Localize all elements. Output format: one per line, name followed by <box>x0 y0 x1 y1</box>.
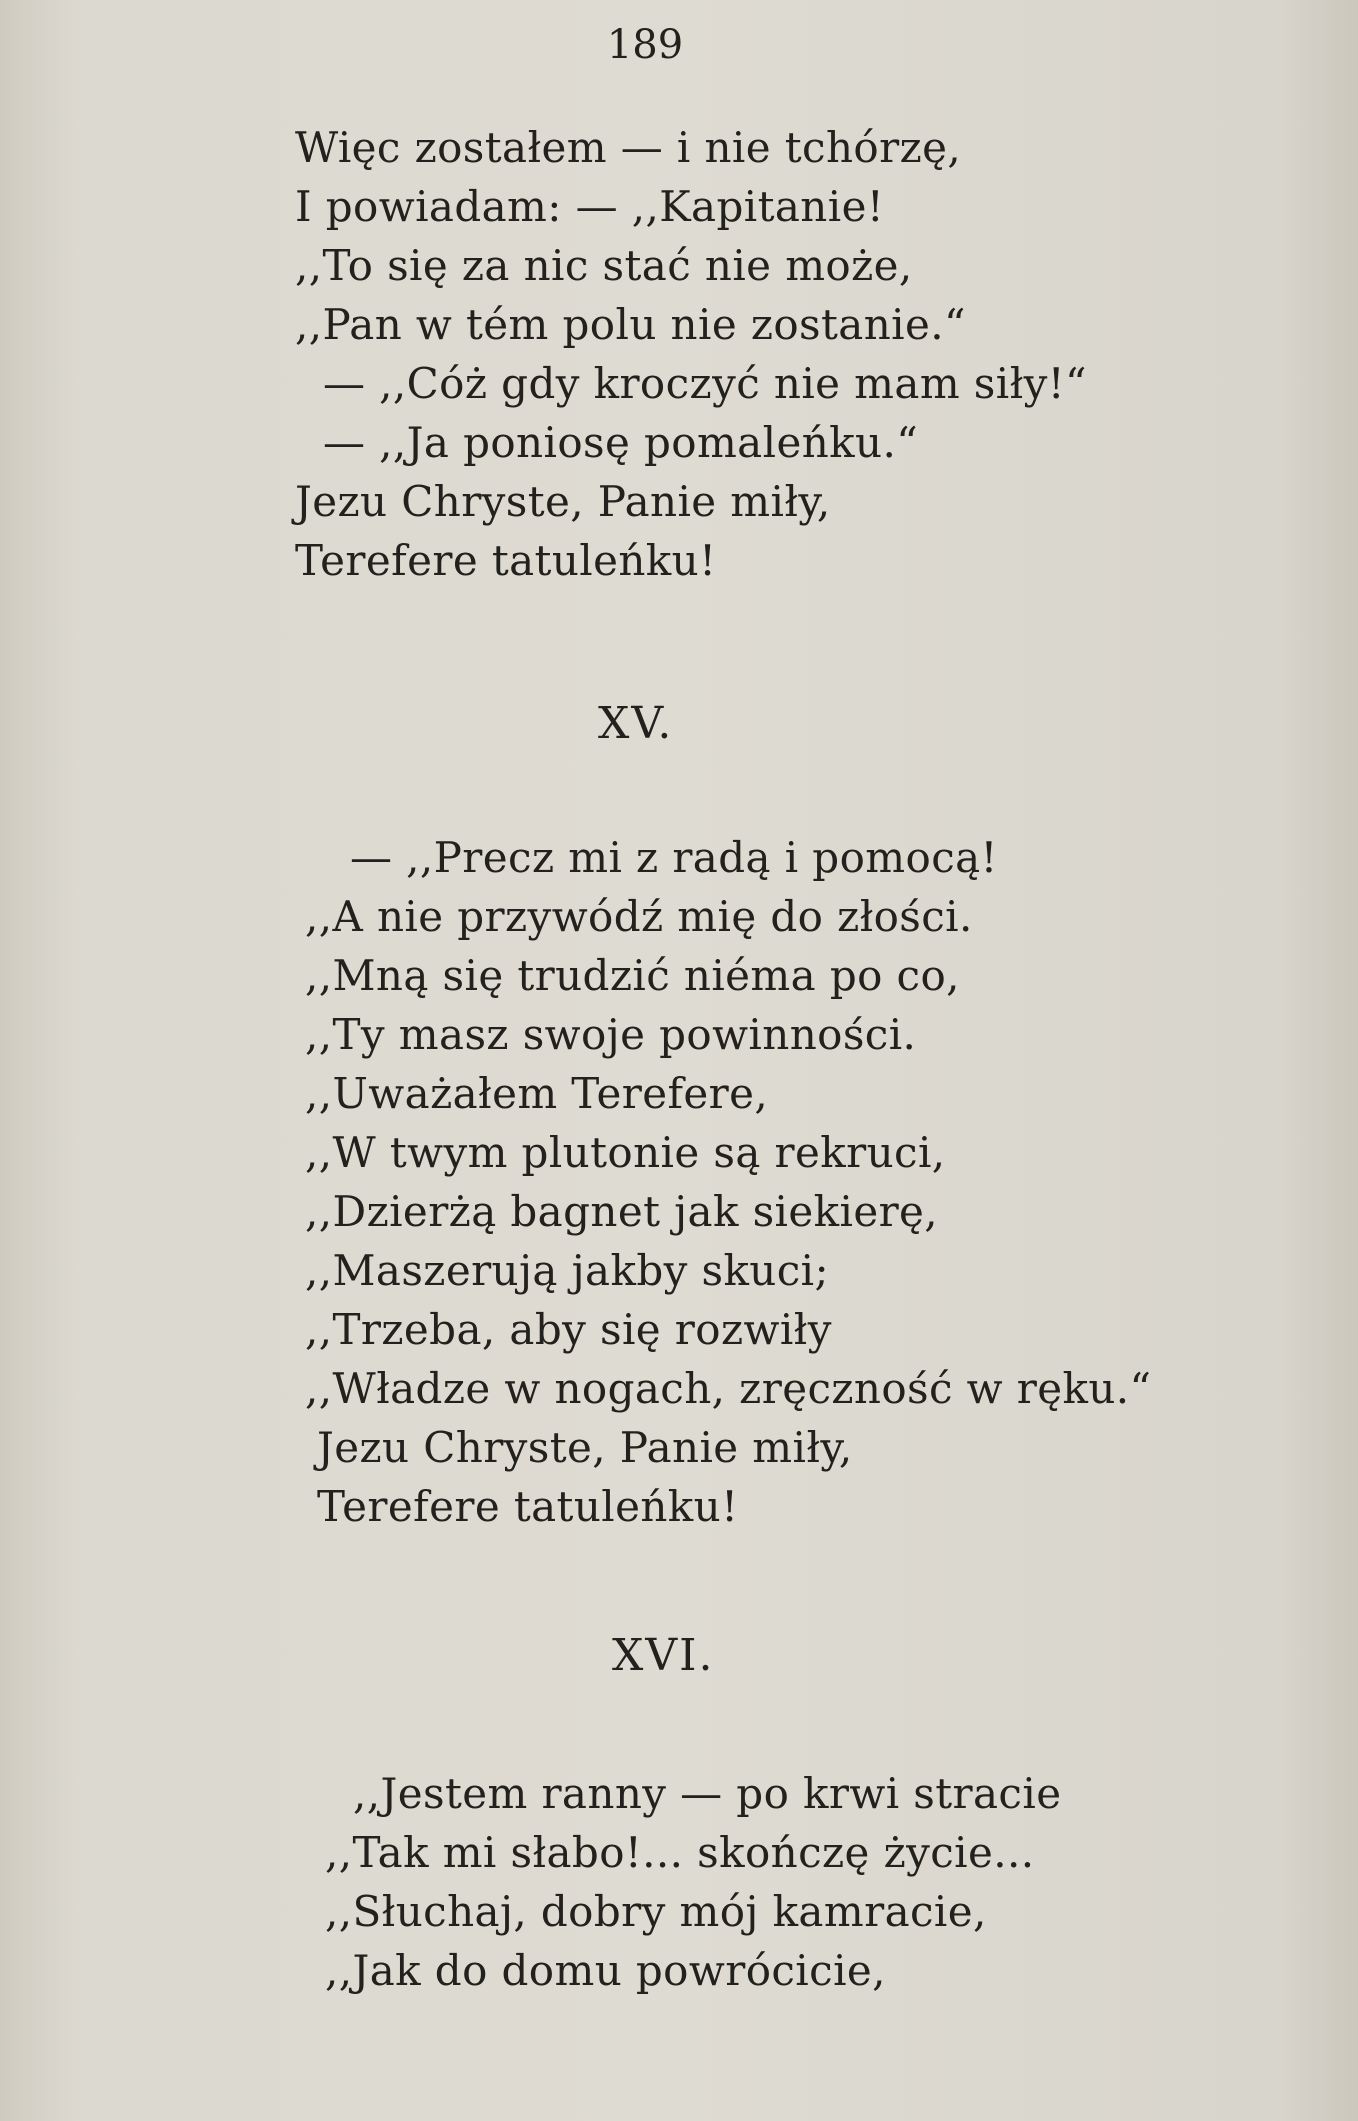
verse-line: ,,Jestem ranny — po krwi stracie <box>353 1769 1062 1818</box>
verse-line: ,,Tak mi słabo!... skończę życie... <box>325 1828 1035 1877</box>
verse-line: ,,W twym plutonie są rekruci, <box>305 1128 946 1177</box>
verse-line: ,,Władze w nogach, zręczność w ręku.“ <box>305 1364 1152 1413</box>
verse-line: ,,Ty masz swoje powinności. <box>305 1010 917 1059</box>
verse-line: — ,,Ja poniosę pomaleńku.“ <box>323 418 919 467</box>
verse-line: ,,To się za nic stać nie może, <box>295 241 913 290</box>
verse-line: Terefere tatuleńku! <box>317 1482 739 1531</box>
verse-line: — ,,Cóż gdy kroczyć nie mam siły!“ <box>323 359 1087 408</box>
verse-line: ,,Maszerują jakby skuci; <box>305 1246 830 1295</box>
stanza-xiv-ending <box>295 118 1087 590</box>
verse-line: ,,A nie przywódź mię do złości. <box>305 892 973 941</box>
section-heading-xv: XV. <box>598 698 674 749</box>
verse-line: ,,Słuchaj, dobry mój kamracie, <box>325 1887 987 1936</box>
page-number: 189 <box>606 22 684 68</box>
verse-line: ,,Uważałem Terefere, <box>305 1069 769 1118</box>
section-heading-xvi: XVI. <box>612 1630 715 1681</box>
verse-line: Jezu Chryste, Panie miły, <box>295 477 831 526</box>
verse-line: ,,Jak do domu powrócicie, <box>325 1946 886 1995</box>
verse-line: Więc zostałem — i nie tchórzę, <box>295 123 962 172</box>
verse-line: — ,,Precz mi z radą i pomocą! <box>350 833 998 882</box>
stanza-xvi <box>325 1764 1061 2000</box>
verse-line: ,,Trzeba, aby się rozwiły <box>305 1305 832 1354</box>
verse-line: Terefere tatuleńku! <box>295 536 717 585</box>
verse-line: ,,Dzierżą bagnet jak siekierę, <box>305 1187 939 1236</box>
verse-line: ,,Pan w tém polu nie zostanie.“ <box>295 300 966 349</box>
verse-line: ,,Mną się trudzić niéma po co, <box>305 951 960 1000</box>
verse-line: Jezu Chryste, Panie miły, <box>317 1423 853 1472</box>
verse-line: I powiadam: — ,,Kapitanie! <box>295 182 885 231</box>
stanza-xv <box>305 828 1151 1536</box>
